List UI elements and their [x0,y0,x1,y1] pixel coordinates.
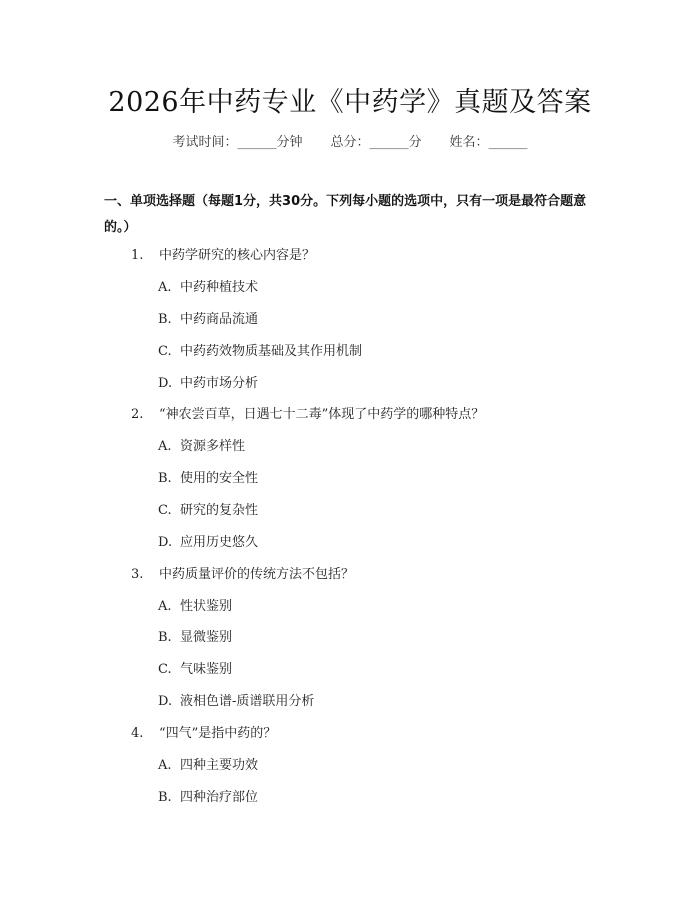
option-letter: C. [158,662,172,677]
question-number: 2. [131,407,144,422]
question-2 [131,403,484,422]
option-3b [158,626,232,645]
question-4 [131,722,276,741]
option-1c [158,340,362,359]
option-1d [158,372,258,391]
option-text: 使用的安全性 [180,471,259,486]
option-letter: D. [158,694,173,709]
option-letter: A. [158,280,172,295]
option-text: 中药药效物质基础及其作用机制 [180,344,363,359]
option-text: 液相色谱-质谱联用分析 [180,694,315,709]
question-number: 4. [131,726,144,741]
option-letter: B. [158,790,172,805]
option-letter: B. [158,312,172,327]
option-letter: A. [158,758,172,773]
option-3c [158,658,232,677]
exam-meta [0,131,700,150]
option-text: 中药市场分析 [180,376,259,391]
total-score-field: 总分：______分 [330,135,422,150]
option-letter: D. [158,535,173,550]
option-letter: D. [158,376,173,391]
option-1b [158,308,258,327]
question-number: 1. [131,248,144,263]
exam-time-field: 考试时间：______分钟 [172,135,303,150]
option-text: 四种治疗部位 [180,790,259,805]
option-2b [158,467,258,486]
question-number: 3. [131,567,144,582]
page-title: 2026年中药专业《中药学》真题及答案 [108,87,592,118]
option-text: 显微鉴别 [180,630,233,645]
option-text: 研究的复杂性 [180,503,259,518]
option-2c [158,499,258,518]
option-letter: A. [158,599,172,614]
option-3a [158,595,232,614]
option-2d [158,531,258,550]
question-1 [131,244,315,263]
option-letter: A. [158,439,172,454]
option-text: 气味鉴别 [180,662,233,677]
option-1a [158,276,258,295]
option-letter: B. [158,471,172,486]
option-4a [158,754,258,773]
option-text: 应用历史悠久 [180,535,259,550]
option-letter: C. [158,503,172,518]
option-4b [158,786,258,805]
question-text: 中药学研究的核心内容是？ [159,248,316,263]
question-text: “神农尝百草，日遇七十二毒”体现了中药学的哪种特点？ [159,407,485,422]
option-text: 中药商品流通 [180,312,259,327]
option-letter: B. [158,630,172,645]
option-text: 四种主要功效 [180,758,259,773]
question-text: 中药质量评价的传统方法不包括？ [159,567,355,582]
option-3d [158,690,314,709]
option-text: 资源多样性 [180,439,246,454]
option-text: 中药种植技术 [180,280,259,295]
name-field: 姓名：______ [449,135,528,150]
question-3 [131,563,354,582]
section-heading: 一、单项选择题（每题1分，共30分。下列每小题的选项中，只有一项是最符合题意的。） [104,194,587,235]
option-letter: C. [158,344,172,359]
option-text: 性状鉴别 [180,599,233,614]
question-text: “四气”是指中药的？ [159,726,277,741]
option-2a [158,435,245,454]
